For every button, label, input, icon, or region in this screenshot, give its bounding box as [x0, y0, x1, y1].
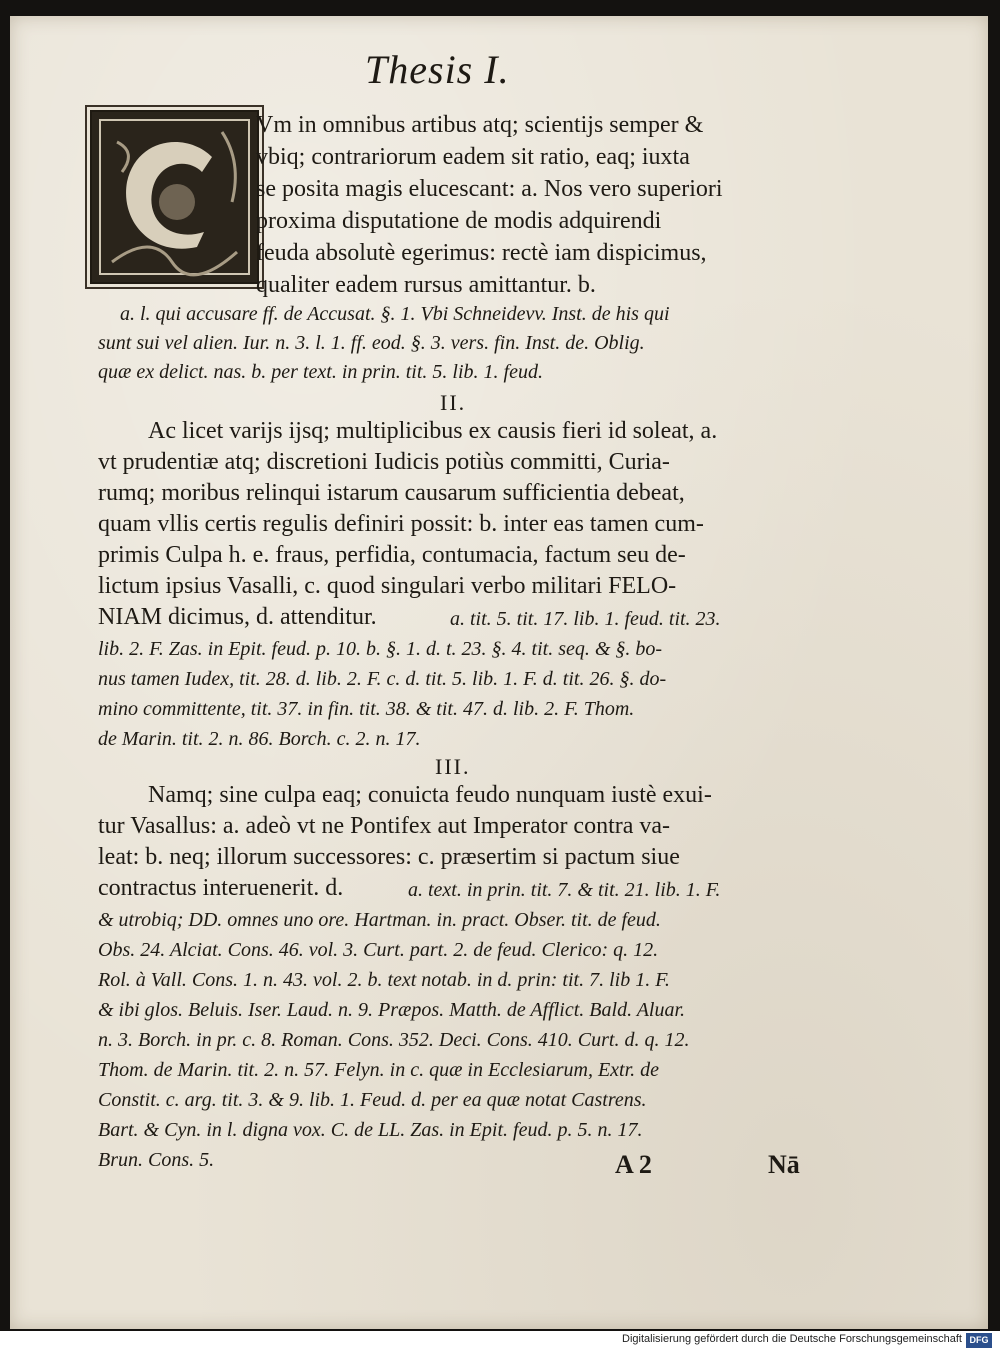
- decorated-initial-c: [90, 110, 259, 284]
- footnote-line: quæ ex delict. nas. b. per text. in prin. tit. 5. lib. 1. feud.: [98, 361, 543, 383]
- footnote-line: Brun. Cons. 5.: [98, 1149, 215, 1171]
- footnote-line: a. l. qui accusare ff. de Accusat. §. 1. Vbi Schneidevv. Inst. de his qui: [120, 303, 670, 325]
- footnote-line: & ibi glos. Beluis. Iser. Laud. n. 9. Præpos. Matth. de Afflict. Bald. Aluar.: [98, 999, 686, 1021]
- text-line: contractus interuenerit. d.: [98, 875, 344, 901]
- text-line: tur Vasallus: a. adeò vt ne Pontifex aut Imperator contra va-: [98, 813, 671, 839]
- footnote-line: n. 3. Borch. in pr. c. 8. Roman. Cons. 352. Deci. Cons. 410. Curt. d. q. 12.: [98, 1029, 690, 1051]
- footnote-line: Obs. 24. Alciat. Cons. 46. vol. 3. Curt. part. 2. de feud. Clerico: q. 12.: [98, 939, 659, 961]
- footer-bar: [0, 1331, 1000, 1351]
- footnote-line: Constit. c. arg. tit. 3. & 9. lib. 1. Feud. d. per ea quæ notat Castrens.: [98, 1089, 647, 1111]
- footnote-line: a. text. in prin. tit. 7. & tit. 21. lib. 1. F.: [408, 879, 721, 901]
- text-line: vbiq; contrariorum eadem sit ratio, eaq; iuxta: [256, 144, 690, 170]
- page-title: Thesis I.: [365, 47, 510, 92]
- footnote-line: Bart. & Cyn. in l. digna vox. C. de LL. Zas. in Epit. feud. p. 5. n. 17.: [98, 1119, 643, 1141]
- text-line: NIAM dicimus, d. attenditur.: [98, 604, 377, 630]
- catchword: Nā: [768, 1150, 800, 1179]
- footnote-line: lib. 2. F. Zas. in Epit. feud. p. 10. b. §. 1. d. t. 23. §. 4. tit. seq. & §. bo-: [98, 638, 663, 660]
- dfg-logo-icon: DFG: [966, 1333, 992, 1348]
- funding-notice: Digitalisierung gefördert durch die Deutsche Forschungsgemeinschaft: [622, 1333, 962, 1345]
- footnote-line: Thom. de Marin. tit. 2. n. 57. Felyn. in c. quæ in Ecclesiarum, Extr. de: [98, 1059, 660, 1081]
- footnote-line: mino committente, tit. 37. in fin. tit. 38. & tit. 47. d. lib. 2. F. Thom.: [98, 698, 635, 720]
- signature-mark: A 2: [615, 1150, 652, 1179]
- text-line: primis Culpa h. e. fraus, perfidia, contumacia, factum seu de-: [98, 542, 686, 568]
- text-line: Namq; sine culpa eaq; conuicta feudo nunquam iustè exui-: [148, 782, 712, 808]
- text-line: se posita magis elucescant: a. Nos vero superiori: [256, 176, 723, 202]
- text-line: qualiter eadem rursus amittantur. b.: [256, 272, 596, 298]
- text-line: leat: b. neq; illorum successores: c. præsertim si pactum siue: [98, 844, 680, 870]
- footnote-line: sunt sui vel alien. Iur. n. 3. l. 1. ff. eod. §. 3. vers. fin. Inst. de. Oblig.: [98, 332, 645, 354]
- footnote-line: Rol. à Vall. Cons. 1. n. 43. vol. 2. b. text notab. in d. prin: tit. 7. lib 1. F.: [98, 969, 670, 991]
- text-line: Vm in omnibus artibus atq; scientijs semper &: [256, 112, 704, 138]
- book-page: [10, 16, 988, 1329]
- text-line: vt prudentiæ atq; discretioni Iudicis potiùs committi, Curia-: [98, 449, 670, 475]
- footnote-line: & utrobiq; DD. omnes uno ore. Hartman. in. pract. Obser. tit. de feud.: [98, 909, 661, 931]
- text-line: rumq; moribus relinqui istarum causarum sufficientia debeat,: [98, 480, 685, 506]
- footnote-line: de Marin. tit. 2. n. 86. Borch. c. 2. n. 17.: [98, 728, 421, 750]
- footnote-line: a. tit. 5. tit. 17. lib. 1. feud. tit. 23.: [450, 608, 721, 630]
- text-line: feuda absolutè egerimus: rectè iam dispicimus,: [256, 240, 707, 266]
- text-line: proxima disputatione de modis adquirendi: [256, 208, 662, 234]
- text-line: Ac licet varijs ijsq; multiplicibus ex causis fieri id soleat, a.: [148, 418, 718, 444]
- text-line: lictum ipsius Vasalli, c. quod singulari verbo militari FELO-: [98, 573, 677, 599]
- section-number: III.: [435, 754, 471, 779]
- text-line: quam vllis certis regulis definiri possit: b. inter eas tamen cum-: [98, 511, 704, 537]
- section-number: II.: [440, 390, 467, 415]
- footnote-line: nus tamen Iudex, tit. 28. d. lib. 2. F. c. d. tit. 5. lib. 1. F. d. tit. 26. §. do-: [98, 668, 667, 690]
- ornament-icon: [92, 112, 257, 282]
